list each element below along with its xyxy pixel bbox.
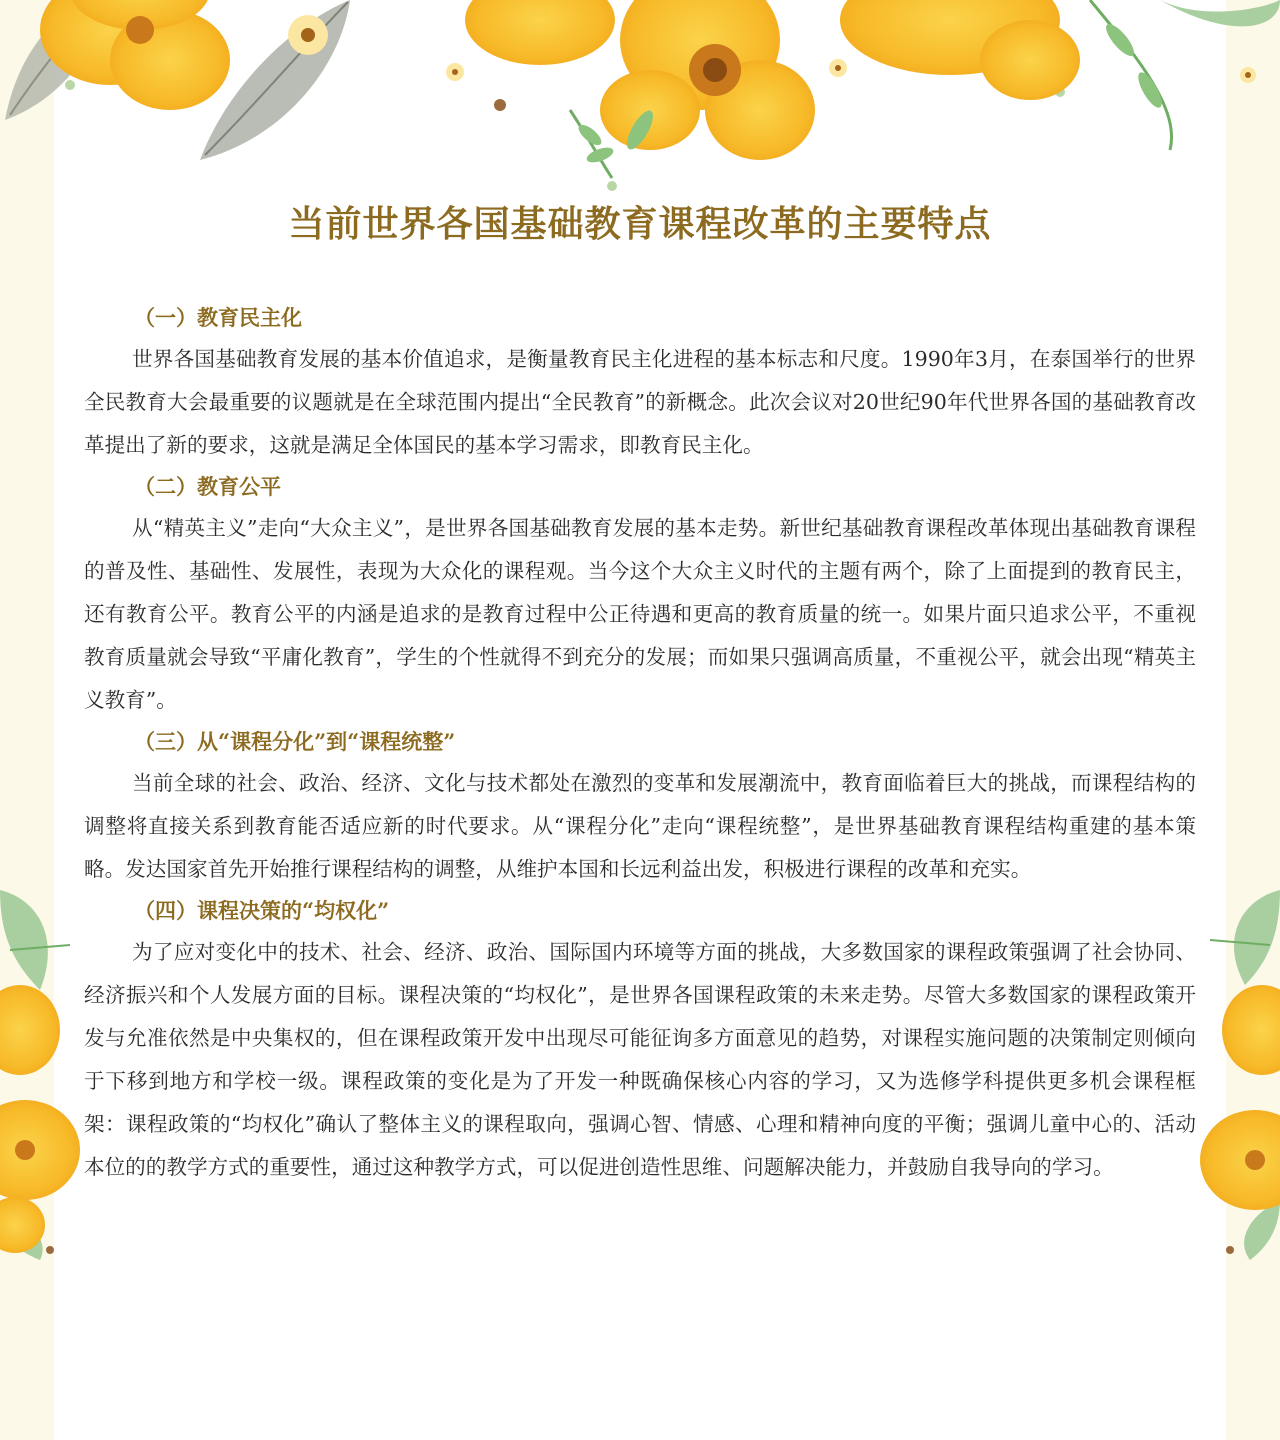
section-paragraph: 从“精英主义”走向“大众主义”，是世界各国基础教育发展的基本走势。新世纪基础教育课程改革体现出基础教育课程的普及性、基础性、发展性，表现为大众化的课程观。当今这个大众主义时代的主题有两个，除了上面提到的教育民主，还有教育公平。教育公平的内涵是追求的是教育过程中公正待遇和更高的教育质量的统一。如果片面只追求公平，不重视教育质量就会导致“平庸化教育”，学生的个性就得不到充分的发展；而如果只强调高质量，不重视公平，就会出现“精英主义教育”。 (84, 516, 1196, 712)
section-paragraph: 为了应对变化中的技术、社会、经济、政治、国际国内环境等方面的挑战，大多数国家的课程政策强调了社会协同、经济振兴和个人发展方面的目标。课程决策的“均权化”，是世界各国课程政策的未来走势。尽管大多数国家的课程政策开发与允准依然是中央集权的，但在课程政策开发中出现尽可能征询多方面意见的趋势，对课程实施问题的决策制定则倾向于下移到地方和学校一级。课程政策的变化是为了开发一种既确保核心内容的学习，又为选修学科提供更多机会课程框架：课程政策的“均权化”确认了整体主义的课程取向，强调心智、情感、心理和精神向度的平衡；强调儿童中心的、活动本位的的教学方式的重要性，通过这种教学方式，可以促进创造性思维、问题解决能力，并鼓励自我导向的学习。 (84, 940, 1196, 1179)
section-heading: （一）教育民主化 (134, 305, 302, 330)
article-body (84, 298, 1196, 1189)
section-paragraph: 当前全球的社会、政治、经济、文化与技术都处在激烈的变革和发展潮流中，教育面临着巨大的挑战，而课程结构的调整将直接关系到教育能否适应新的时代要求。从“课程分化”走向“课程统整”，是世界基础教育课程结构重建的基本策略。发达国家首先开始推行课程结构的调整，从维护本国和长远利益出发，积极进行课程的改革和充实。 (84, 771, 1196, 881)
page-title: 当前世界各国基础教育课程改革的主要特点 (288, 203, 992, 245)
section-heading: （三）从“课程分化”到“课程统整” (134, 729, 456, 754)
section-paragraph: 世界各国基础教育发展的基本价值追求，是衡量教育民主化进程的基本标志和尺度。1990年3月，在泰国举行的世界全民教育大会最重要的议题就是在全球范围内提出“全民教育”的新概念。此次会议对20世纪90年代世界各国的基础教育改革提出了新的要求，这就是满足全体国民的基本学习需求，即教育民主化。 (84, 347, 1196, 457)
section-heading: （二）教育公平 (134, 474, 281, 499)
section-heading: （四）课程决策的“均权化” (134, 898, 390, 923)
